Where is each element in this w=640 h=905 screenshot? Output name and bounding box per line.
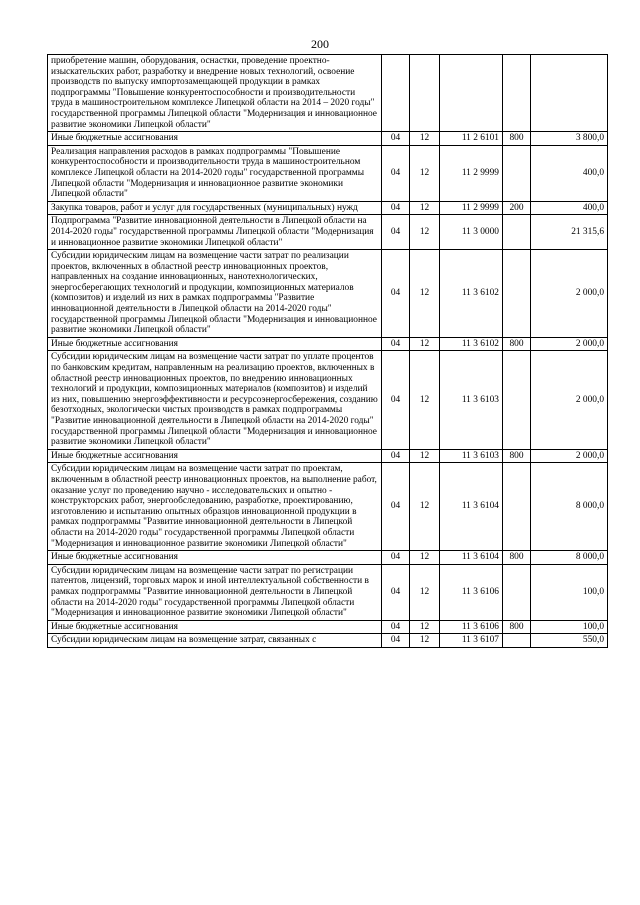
subsection-code-cell: [410, 55, 440, 132]
subsection-code-cell: 12: [410, 145, 440, 201]
table-row: [48, 449, 608, 463]
amount-cell: 100,0: [531, 564, 608, 620]
expense-type-cell: [503, 463, 531, 551]
expense-type-cell: [503, 215, 531, 250]
expense-name-cell: приобретение машин, оборудования, оснастки, проведение проектно-изыскательских работ, разработку и внедрение новых технологий, освоение производств по выпуску импортозамещающей продукции в рамках подпрограммы "Повышение конкурентоспособности и производительности труда в машиностроительном комплексе Липецкой области на 2014 – 2020 годы" государственной программы Липецкой области "Модернизация и инновационное развитие экономики Липецкой области": [48, 55, 382, 132]
expense-name-cell: Субсидии юридическим лицам на возмещение части затрат по уплате процентов по банковским кредитам, направленным на реализацию проектов, включенных в областной реестр инновационных проектов, по внедрению инновационных технологий и продукции, композиционных материалов (композитов) и изделий из них, повышению энергоэффективности и ресурсоэнергосбережения, созданию безотходных, экологически чистых производств в рамках подпрограммы "Развитие инновационной деятельности в Липецкой области на 2014-2020 годы" государственной программы Липецкой области "Модернизация и инновационное развитие экономики Липецкой области": [48, 351, 382, 449]
expense-type-cell: 800: [503, 620, 531, 634]
amount-cell: 2 000,0: [531, 449, 608, 463]
expense-type-cell: 800: [503, 337, 531, 351]
target-article-cell: 11 3 6103: [440, 351, 503, 449]
expense-name-cell: Иные бюджетные ассигнования: [48, 449, 382, 463]
expense-type-cell: [503, 634, 531, 648]
table-row: [48, 215, 608, 250]
amount-cell: 550,0: [531, 634, 608, 648]
target-article-cell: 11 3 6106: [440, 620, 503, 634]
table-row: [48, 463, 608, 551]
amount-cell: 2 000,0: [531, 351, 608, 449]
subsection-code-cell: 12: [410, 201, 440, 215]
section-code-cell: 04: [382, 620, 410, 634]
section-code-cell: [382, 55, 410, 132]
table-row: [48, 564, 608, 620]
expense-type-cell: [503, 145, 531, 201]
table-row: [48, 620, 608, 634]
section-code-cell: 04: [382, 634, 410, 648]
target-article-cell: 11 3 6103: [440, 449, 503, 463]
target-article-cell: 11 3 0000: [440, 215, 503, 250]
subsection-code-cell: 12: [410, 337, 440, 351]
table-row: [48, 250, 608, 338]
expense-name-cell: Иные бюджетные ассигнования: [48, 620, 382, 634]
expense-name-cell: Иные бюджетные ассигнования: [48, 337, 382, 351]
amount-cell: 400,0: [531, 201, 608, 215]
expense-type-cell: [503, 250, 531, 338]
section-code-cell: 04: [382, 337, 410, 351]
page-number: 200: [311, 37, 329, 51]
table-row: [48, 201, 608, 215]
expense-type-cell: 800: [503, 449, 531, 463]
budget-table-body: [48, 55, 608, 648]
subsection-code-cell: 12: [410, 564, 440, 620]
subsection-code-cell: 12: [410, 351, 440, 449]
target-article-cell: 11 3 6102: [440, 250, 503, 338]
expense-name-cell: Реализация направления расходов в рамках подпрограммы "Повышение конкурентоспособности и производительности труда в машиностроительном комплексе Липецкой области на 2014-2020 годы" государственной программы Липецкой области "Модернизация и инновационное развитие экономики Липецкой области": [48, 145, 382, 201]
target-article-cell: 11 3 6102: [440, 337, 503, 351]
target-article-cell: 11 2 9999: [440, 201, 503, 215]
subsection-code-cell: 12: [410, 215, 440, 250]
expense-type-cell: [503, 55, 531, 132]
section-code-cell: 04: [382, 215, 410, 250]
amount-cell: 8 000,0: [531, 551, 608, 565]
section-code-cell: 04: [382, 250, 410, 338]
table-row: [48, 337, 608, 351]
section-code-cell: 04: [382, 463, 410, 551]
amount-cell: 100,0: [531, 620, 608, 634]
table-row: [48, 55, 608, 132]
section-code-cell: 04: [382, 351, 410, 449]
subsection-code-cell: 12: [410, 634, 440, 648]
expense-name-cell: Субсидии юридическим лицам на возмещение части затрат по регистрации патентов, лицензий, торговых марок и иной интеллектуальной собственности в рамках подпрограммы "Развитие инновационной деятельности в Липецкой области на 2014-2020 годы" государственной программы Липецкой области "Модернизация и инновационное развитие экономики Липецкой области": [48, 564, 382, 620]
expense-type-cell: [503, 351, 531, 449]
amount-cell: 8 000,0: [531, 463, 608, 551]
expense-name-cell: Субсидии юридическим лицам на возмещение части затрат по реализации проектов, включенных в областной реестр инновационных проектов, направленных на создание инновационных, нанотехнологических, энергосберегающих технологий и продукции, композиционных материалов (композитов) и изделий из них в рамках подпрограммы "Развитие инновационной деятельности в Липецкой области на 2014-2020 годы" государственной программы Липецкой области "Модернизация и инновационное развитие экономики Липецкой области": [48, 250, 382, 338]
table-row: [48, 351, 608, 449]
section-code-cell: 04: [382, 201, 410, 215]
subsection-code-cell: 12: [410, 250, 440, 338]
expense-name-cell: Иные бюджетные ассигнования: [48, 551, 382, 565]
target-article-cell: 11 3 6104: [440, 463, 503, 551]
amount-cell: 2 000,0: [531, 337, 608, 351]
section-code-cell: 04: [382, 145, 410, 201]
target-article-cell: 11 3 6106: [440, 564, 503, 620]
amount-cell: 400,0: [531, 145, 608, 201]
expense-type-cell: 800: [503, 551, 531, 565]
section-code-cell: 04: [382, 449, 410, 463]
target-article-cell: 11 3 6104: [440, 551, 503, 565]
target-article-cell: 11 3 6107: [440, 634, 503, 648]
section-code-cell: 04: [382, 132, 410, 146]
subsection-code-cell: 12: [410, 132, 440, 146]
table-row: [48, 145, 608, 201]
expense-name-cell: Закупка товаров, работ и услуг для государственных (муниципальных) нужд: [48, 201, 382, 215]
subsection-code-cell: 12: [410, 620, 440, 634]
section-code-cell: 04: [382, 564, 410, 620]
amount-cell: 3 800,0: [531, 132, 608, 146]
expense-name-cell: Иные бюджетные ассигнования: [48, 132, 382, 146]
expense-type-cell: 200: [503, 201, 531, 215]
budget-table: [47, 54, 608, 648]
amount-cell: [531, 55, 608, 132]
target-article-cell: 11 2 6101: [440, 132, 503, 146]
subsection-code-cell: 12: [410, 551, 440, 565]
subsection-code-cell: 12: [410, 449, 440, 463]
expense-name-cell: Субсидии юридическим лицам на возмещение части затрат по проектам, включенным в областной реестр инновационных проектов, на выполнение работ, оказание услуг по проведению научно - исследовательских и опытно - конструкторских работ, энергообследованию, разработке, проектированию, изготовлению и испытанию опытных образцов инновационной продукции в рамках подпрограммы "Развитие инновационной деятельности в Липецкой области на 2014-2020 годы" государственной программы Липецкой области "Модернизация и инновационное развитие экономики Липецкой области": [48, 463, 382, 551]
table-row: [48, 132, 608, 146]
expense-name-cell: Подпрограмма "Развитие инновационной деятельности в Липецкой области на 2014-2020 годы" государственной программы Липецкой области "Модернизация и инновационное развитие экономики Липецкой области": [48, 215, 382, 250]
target-article-cell: [440, 55, 503, 132]
table-row: [48, 634, 608, 648]
subsection-code-cell: 12: [410, 463, 440, 551]
expense-type-cell: 800: [503, 132, 531, 146]
section-code-cell: 04: [382, 551, 410, 565]
target-article-cell: 11 2 9999: [440, 145, 503, 201]
expense-type-cell: [503, 564, 531, 620]
amount-cell: 21 315,6: [531, 215, 608, 250]
expense-name-cell: Субсидии юридическим лицам на возмещение затрат, связанных с: [48, 634, 382, 648]
amount-cell: 2 000,0: [531, 250, 608, 338]
table-row: [48, 551, 608, 565]
